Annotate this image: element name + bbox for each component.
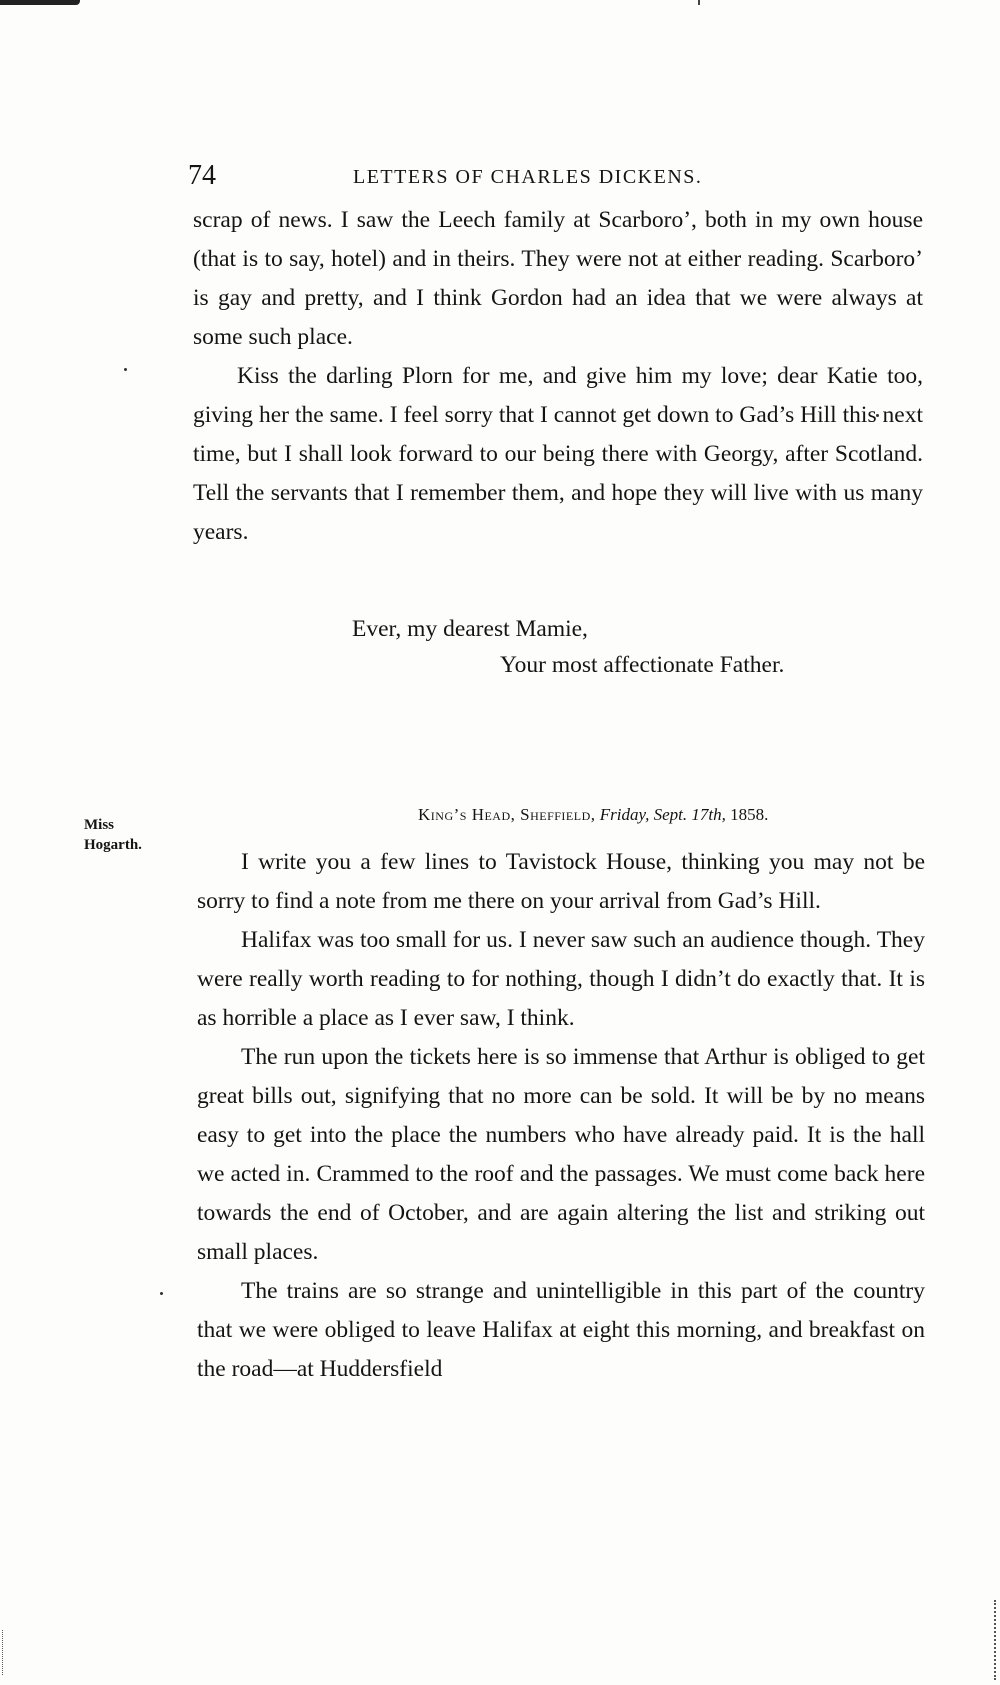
paragraph: Kiss the darling Plorn for me, and give him my love; dear Katie too, giving her the same. I feel sorry that I cannot get down to Gad’s Hill this next time, but I shall look forward to our being there with Georgy, after Scotland. Tell the servants that I remember them, and hope they will live with us many years. bbox=[193, 363, 923, 545]
dateline-place: King’s Head, Sheffield, bbox=[418, 805, 596, 824]
paragraph: scrap of news. I saw the Leech family at Scarboro’, both in my own house (that is to say, hotel) and in theirs. They were not at either reading. Scarboro’ is gay and pretty, and I think Gordon had an idea that we were always at some such place. bbox=[193, 207, 923, 350]
dateline-year: 1858. bbox=[730, 805, 769, 824]
scan-edge-mark bbox=[2, 1630, 4, 1675]
scan-edge-mark bbox=[994, 1600, 998, 1680]
speck bbox=[124, 368, 127, 371]
side-note-line: Hogarth. bbox=[84, 837, 142, 853]
recipient-side-note bbox=[84, 815, 142, 855]
letter-closing: Ever, my dearest Mamie, bbox=[352, 616, 588, 642]
letter-signature: Your most affectionate Father. bbox=[500, 652, 785, 678]
dateline-day: Friday, Sept. 17th, bbox=[599, 805, 726, 824]
paragraph: The trains are so strange and unintelligible in this part of the country that we were obliged to leave Halifax at eight this morning, and breakfast on the road—at Huddersfield bbox=[197, 1278, 925, 1382]
scan-edge-mark bbox=[0, 0, 80, 5]
speck bbox=[160, 1292, 163, 1295]
page-header bbox=[188, 160, 918, 196]
side-note-line: Miss bbox=[84, 817, 114, 833]
letter-one-body bbox=[193, 201, 923, 552]
paragraph: Halifax was too small for us. I never saw such an audience though. They were really worth reading to for nothing, though I didn’t do exactly that. It is as horrible a place as I ever saw, I think. bbox=[197, 927, 925, 1031]
paragraph: The run upon the tickets here is so immense that Arthur is obliged to get great bills out, signifying that no more can be sold. It will be by no means easy to get into the place the numbers who have already paid. It is the hall we acted in. Crammed to the roof and the passages. We must come back here towards the end of October, and are again altering the list and striking out small places. bbox=[197, 1044, 925, 1265]
scan-edge-mark bbox=[698, 0, 700, 5]
letter-two-body bbox=[197, 843, 925, 1389]
letter-dateline bbox=[418, 805, 768, 825]
paragraph: I write you a few lines to Tavistock House, thinking you may not be sorry to find a note from me there on your arrival from Gad’s Hill. bbox=[197, 849, 925, 914]
running-title: LETTERS OF CHARLES DICKENS. bbox=[353, 166, 703, 188]
page-number: 74 bbox=[188, 160, 216, 191]
